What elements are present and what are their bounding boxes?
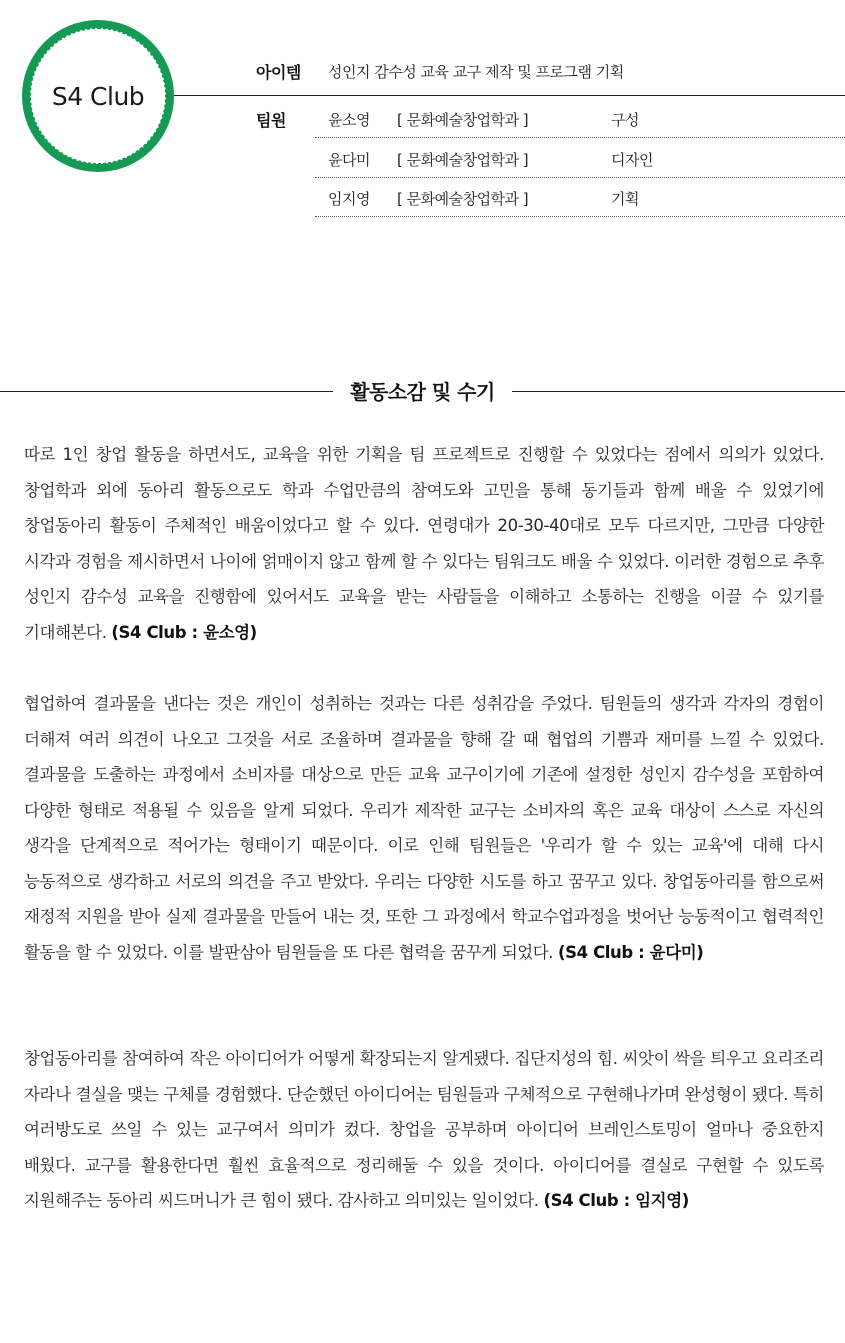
reflection-paragraph xyxy=(24,437,824,650)
team-member-row xyxy=(315,179,845,217)
section-title: 활동소감 및 수기 xyxy=(350,380,495,404)
club-logo xyxy=(22,20,174,172)
paragraph-text: 창업동아리를 참여하여 작은 아이디어가 어떻게 확장되는지 알게됐다. 집단지성의 힘. 씨앗이 싹을 틔우고 요리조리 자라나 결실을 맺는 구체를 경험했다. 단순했던 아이디어는 팀원들과 구체적으로 구현해나가며 완성형이 됐다. 특히 여러방도로 쓰일 수 있는 교구여서 의미가 컸다. 창업을 공부하며 아이디어 브레인스토밍이 얼마나 중요한지 배웠다. 교구를 활용한다면 훨씬 효율적으로 정리해둘 수 있을 것이다. 아이디어를 결실로 구현할 수 있도록 지원해주는 동아리 씨드머니가 큰 힘이 됐다. 감사하고 의미있는 일이었다. xyxy=(24,1049,824,1210)
paragraph-text: 따로 1인 창업 활동을 하면서도, 교육을 위한 기획을 팀 프로젝트로 진행할 수 있었다는 점에서 의의가 있었다. 창업학과 외에 동아리 활동으로도 학과 수업만큼의 참여도와 고민을 통해 동기들과 함께 배울 수 있었기에 창업동아리 활동이 주체적인 배움이었다고 할 수 있다. 연령대가 20-30-40대로 모두 다르지만, 그만큼 다양한 시각과 경험을 제시하면서 나이에 얽매이지 않고 함께 할 수 있다는 팀워크도 배울 수 있었다. 이러한 경험으로 추후 성인지 감수성 교육을 진행함에 있어서도 교육을 받는 사람들을 이해하고 소통하는 진행을 이끌 수 있기를 기대해본다. xyxy=(24,445,824,642)
section-divider-right xyxy=(512,391,845,392)
member-role: 디자인 xyxy=(611,151,653,169)
member-name: 윤다미 xyxy=(328,151,370,169)
header-divider xyxy=(174,95,845,96)
team-member-row xyxy=(315,100,845,138)
paragraph-text: 협업하여 결과물을 낸다는 것은 개인이 성취하는 것과는 다른 성취감을 주었다. 팀원들의 생각과 각자의 경험이 더해져 여러 의견이 나오고 그것을 서로 조율하며 결과물을 향해 갈 때 협업의 기쁨과 재미를 느낄 수 있었다. 결과물을 도출하는 과정에서 소비자를 대상으로 만든 교육 교구이기에 기존에 설정한 성인지 감수성을 포함하여 다양한 형태로 적용될 수 있음을 알게 되었다. 우리가 제작한 교구는 소비자의 혹은 교육 대상이 스스로 자신의 생각을 단계적으로 적어가는 형태이기 때문이다. 이로 인해 팀원들은 '우리가 할 수 있는 교육'에 대해 다시 능동적으로 생각하고 서로의 의견을 주고 받았다. 우리는 다양한 시도를 하고 꿈꾸고 있다. 창업동아리를 함으로써 재정적 지원을 받아 실제 결과물을 만들어 내는 것, 또한 그 과정에서 학교수업과정을 벗어난 능동적이고 협력적인 활동을 할 수 있었다. 이를 발판삼아 팀원들을 또 다른 협력을 꿈꾸게 되었다. xyxy=(24,694,824,962)
author-signature: (S4 Club : 윤다미) xyxy=(558,942,704,962)
club-logo-text: S4 Club xyxy=(51,81,145,111)
team-member-row xyxy=(315,140,845,178)
member-department: [ 문화예술창업학과 ] xyxy=(397,151,529,169)
club-logo-inner xyxy=(30,28,166,164)
author-signature: (S4 Club : 윤소영) xyxy=(111,622,257,642)
author-signature: (S4 Club : 임지영) xyxy=(543,1191,689,1210)
member-role: 기획 xyxy=(611,190,639,208)
member-role: 구성 xyxy=(611,111,639,129)
member-name: 윤소영 xyxy=(328,111,370,129)
team-label: 팀원 xyxy=(256,111,286,130)
member-department: [ 문화예술창업학과 ] xyxy=(397,190,529,208)
member-name: 임지영 xyxy=(328,190,370,208)
reflection-paragraph xyxy=(24,686,824,970)
item-value: 성인지 감수성 교육 교구 제작 및 프로그램 기획 xyxy=(328,63,624,81)
section-divider-left xyxy=(0,391,333,392)
member-department: [ 문화예술창업학과 ] xyxy=(397,111,529,129)
item-label: 아이템 xyxy=(256,63,301,82)
reflection-paragraph xyxy=(24,1041,824,1219)
